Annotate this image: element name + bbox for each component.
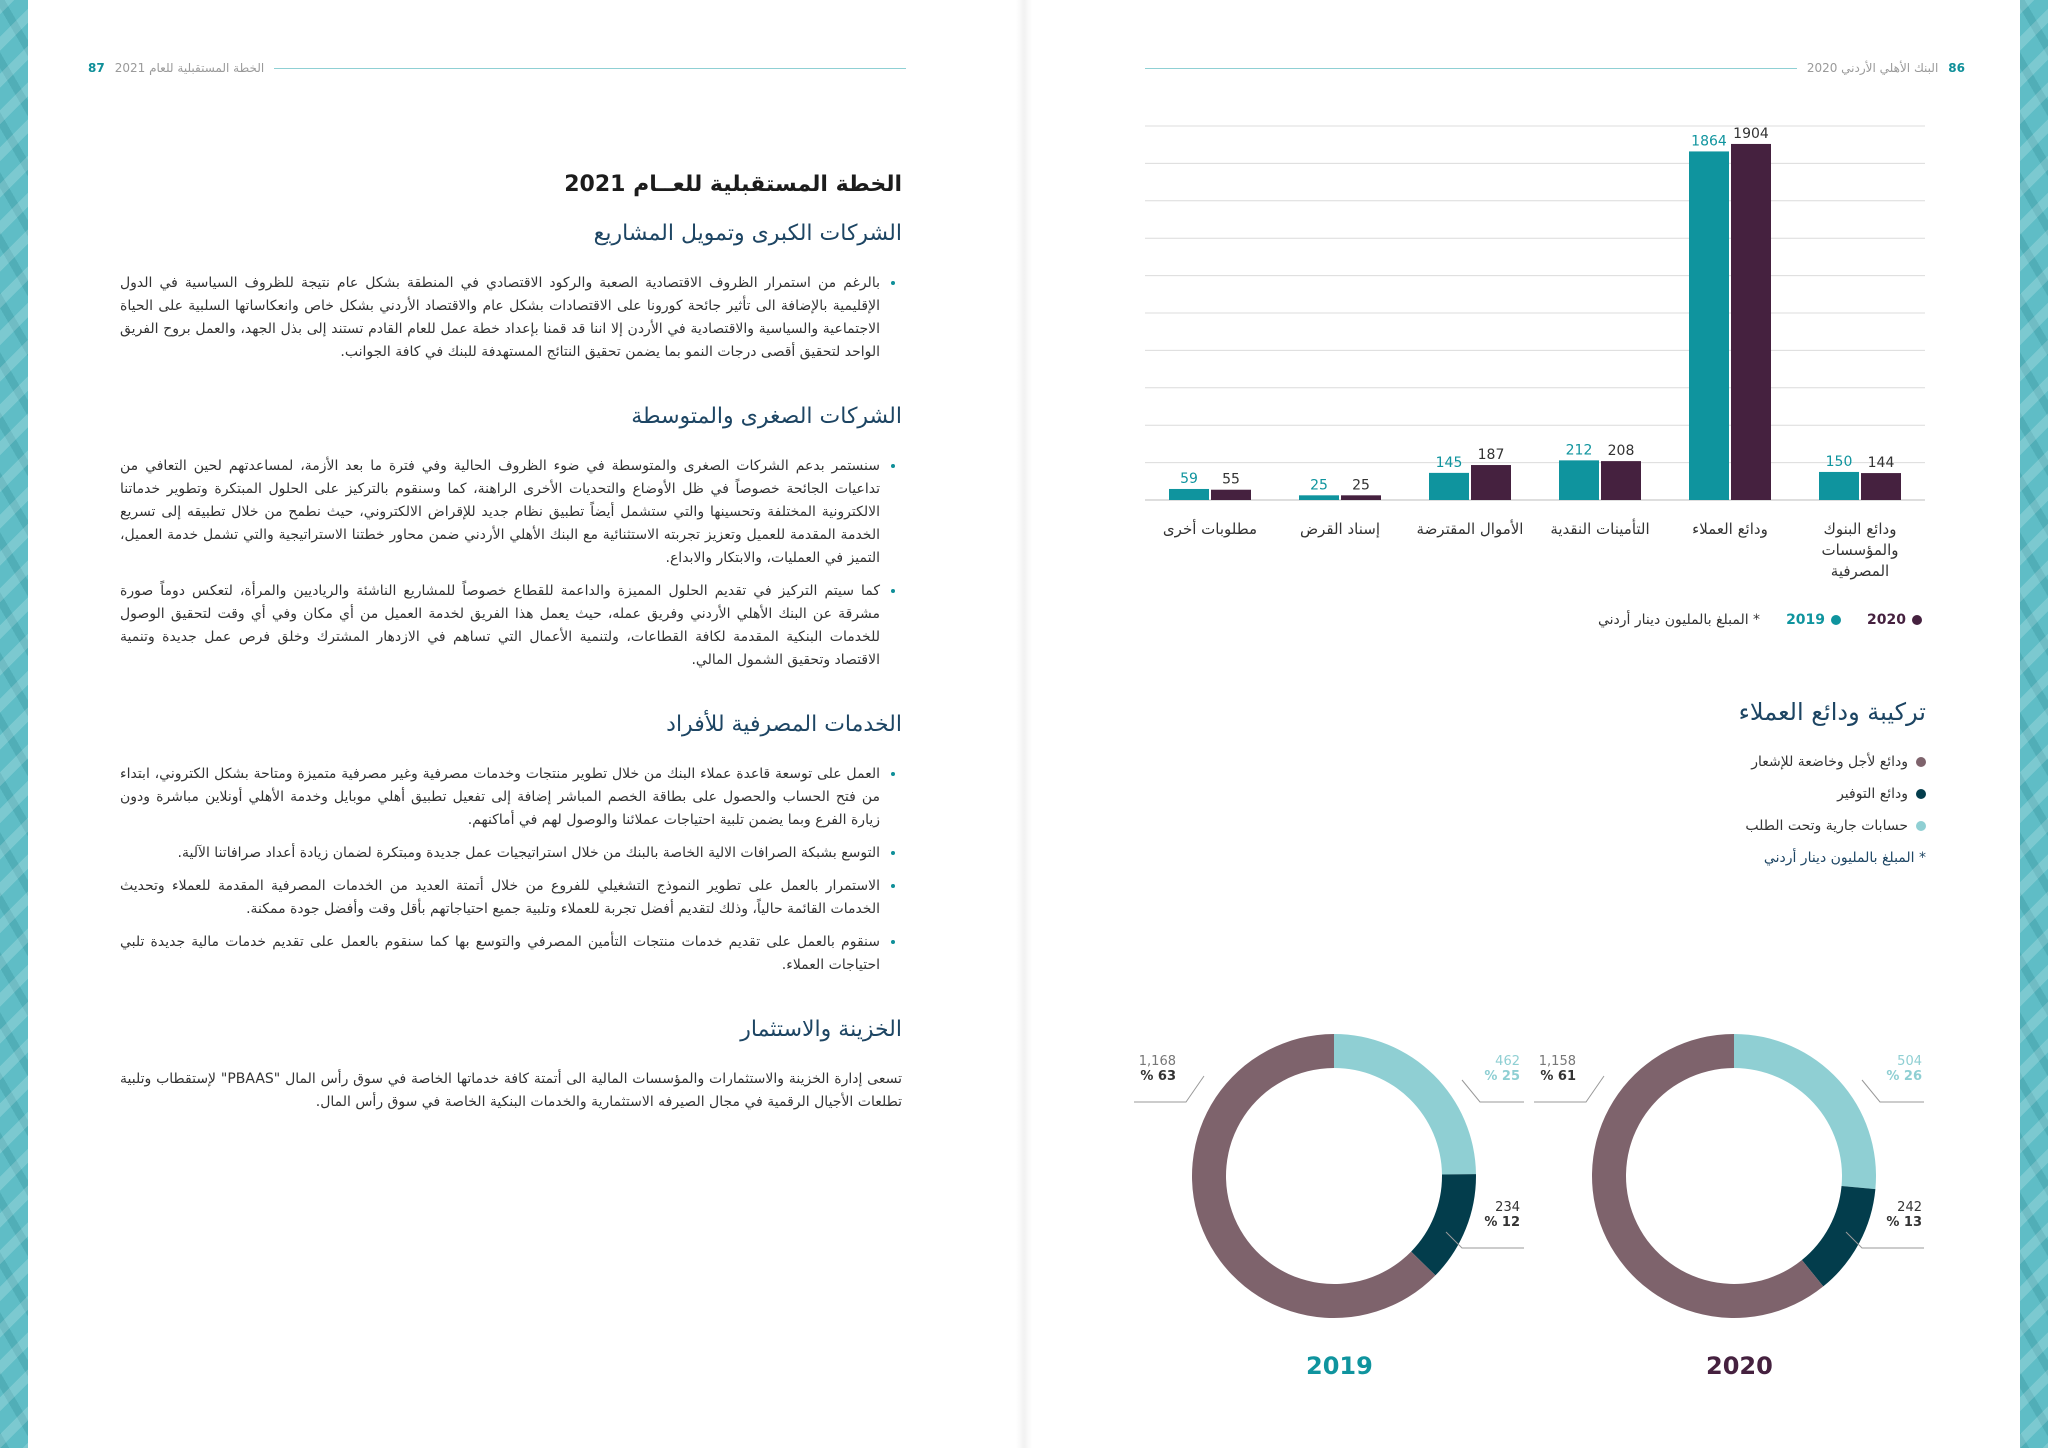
composition-label-time-deposits: ودائع لأجل وخاضعة للإشعار <box>1751 754 1908 770</box>
category-label: الأموال المقترضة <box>1416 520 1524 538</box>
composition-label-current: حسابات جارية وتحت الطلب <box>1745 818 1908 834</box>
section-list-retail <box>120 763 902 977</box>
leader-line <box>1446 1232 1524 1248</box>
category-label: ودائع البنوك <box>1823 520 1897 538</box>
bar-2019 <box>1169 489 1209 500</box>
paragraph-bullet: • بالرغم من استمرار الظروف الاقتصادية الصعبة والركود الاقتصادي في المنطقة بشكل عام نتيجة للظروف السياسية في الدول الإقليمية بالإضافة الى تأثير جائحة كورونا على الاقتصادات بشكل عام والاقتصاد الأردني بشكل خاص وانعكاساتها السلبية على الحياة الاجتماعية والسياسية والاقتصادية في الأردن إلا اننا قد قمنا بإعداد خطة عمل للعام القادم تستند إلى بذل الجهد، والعمل بروح الفريق الواحد لتحقيق أقصى درجات النمو بما يضمن تحقيق النتائج المستهدفة للبنك في كافة الجوانب. <box>120 272 880 364</box>
bar-2020 <box>1601 461 1641 500</box>
donut-2019-label-savings <box>1474 1200 1520 1230</box>
donut-segment <box>1734 1034 1876 1189</box>
data-label-2020: 55 <box>1222 471 1240 488</box>
composition-heading: تركيبة ودائع العملاء <box>1738 698 1926 726</box>
bar-chart-legend <box>1560 612 1922 628</box>
donut-segment <box>1192 1034 1435 1318</box>
legend-dot-dark-teal <box>1916 789 1926 799</box>
right-running-header <box>1145 58 1965 78</box>
bar-2020 <box>1861 473 1901 500</box>
section-heading-retail: الخدمات المصرفية للأفراد <box>666 712 902 737</box>
legend-dot-2019 <box>1831 615 1841 625</box>
legend-item-2020 <box>1867 612 1922 628</box>
data-label-2019: 1864 <box>1691 133 1727 150</box>
paragraph-bullet: • الاستمرار بالعمل على تطوير النموذج التشغيلي للفروع من خلال أتمتة العديد من الخدمات المصرفية المقدمة للعملاء وتحديث الخدمات القائمة حالياً، وذلك لتقديم أفضل تجربة للعملاء وتلبية جميع احتياجاتهم بأقل وقت وأفضل جودة ممكنة. <box>120 875 880 921</box>
left-page-number: 87 <box>88 61 105 75</box>
data-label-2020: 144 <box>1867 455 1895 472</box>
paragraph-bullet: • سنقوم بالعمل على تقديم خدمات منتجات التأمين المصرفي والتوسع بها كما سنقوم بالعمل على تقديم خدمات مالية جديدة تلبي احتياجات العملاء. <box>120 931 880 977</box>
legend-dot-light-teal <box>1916 821 1926 831</box>
composition-label-savings: ودائع التوفير <box>1837 786 1908 802</box>
paragraph-bullet: • التوسع بشبكة الصرافات الالية الخاصة بالبنك من خلال استراتيجيات عمل جديدة ومبتكرة لضمان زيادة أعداد صرافاتنا الآلية. <box>120 842 880 865</box>
donut-segment <box>1802 1186 1876 1286</box>
donut-year-2019: 2019 <box>1306 1352 1373 1380</box>
paragraph-bullet: • سنستمر بدعم الشركات الصغرى والمتوسطة في ضوء الظروف الحالية وفي فترة ما بعد الأزمة، لمساعدتهم لحين التعافي من تداعيات الجائحة خصوصاً في ظل الأوضاع والتحديات الأخرى الراهنة، كما وسنقوم بالتركيز على الحلول المبتكرة وتطوير خدماتنا الالكترونية المختلفة وتحسينها والتي ستشمل أيضاً تطبيق نظام جديد للإقراض الالكتروني، حيث نطمح من خلال تطبيقه إلى تسريع الخدمة المقدمة للعميل وتعزيز تجربته الاستثنائية مع البنك الأهلي الأردني ضمن محاور خطتنا الاستراتيجية والتي تشمل خدمة العميل، التميز في العمليات، والابتكار والابداع. <box>120 455 880 570</box>
percent-label: % 63 <box>1140 1069 1176 1084</box>
section-list-corporate <box>120 272 902 364</box>
bar-2020 <box>1341 495 1381 500</box>
section-list-sme <box>120 455 902 672</box>
section-heading-sme: الشركات الصغرى والمتوسطة <box>631 404 902 429</box>
left-running-header <box>88 58 906 78</box>
paragraph-bullet: • العمل على توسعة قاعدة عملاء البنك من خلال تطوير منتجات وخدمات مصرفية وغير مصرفية متميزة ومتاحة بشكل الكتروني، ابتداء من فتح الحساب والحصول على بطاقة الخصم المباشر إضافة إلى تفعيل تطبيق أهلي موبايل وخدمة الأهلي أونلاين مباشرة ودون زيارة الفرع وبما يضمن تلبية احتياجات عملائنا والوصول لهم في أماكنهم. <box>120 763 880 832</box>
percent-label: % 13 <box>1886 1215 1922 1230</box>
donut-segment <box>1334 1034 1476 1175</box>
left-header-title: الخطة المستقبلية للعام 2021 <box>114 61 265 75</box>
percent-label: % 12 <box>1484 1215 1520 1230</box>
data-label-2020: 1904 <box>1733 125 1769 142</box>
bar-2019 <box>1429 473 1469 500</box>
legend-item-2019 <box>1786 612 1841 628</box>
bar-2019 <box>1689 151 1729 500</box>
left-page-content <box>120 160 902 1114</box>
category-label: التأمينات النقدية <box>1550 520 1650 538</box>
bar-2019 <box>1299 495 1339 500</box>
bar-2020 <box>1211 490 1251 500</box>
donut-2019-label-current <box>1474 1054 1520 1084</box>
bar-2020 <box>1731 144 1771 500</box>
right-header-title: البنك الأهلي الأردني 2020 <box>1806 61 1939 75</box>
section-heading-treasury: الخزينة والاستثمار <box>740 1017 902 1042</box>
legend-dot-mauve <box>1916 757 1926 767</box>
donut-2020-label-savings <box>1876 1200 1922 1230</box>
page-spine <box>1016 0 1032 1448</box>
legend-label-2019: 2019 <box>1786 612 1826 628</box>
leader-line <box>1846 1232 1924 1248</box>
percent-label: % 26 <box>1886 1069 1922 1084</box>
left-header-rule <box>274 68 906 69</box>
donut-2020-label-time <box>1530 1054 1576 1084</box>
category-label: المصرفية <box>1830 562 1890 580</box>
percent-label: % 25 <box>1484 1069 1520 1084</box>
data-label-2019: 150 <box>1825 453 1853 470</box>
percent-label: % 61 <box>1540 1069 1576 1084</box>
legend-label-2020: 2020 <box>1867 612 1906 628</box>
page-title: الخطة المستقبلية للعــام 2021 <box>564 172 902 197</box>
category-label: إسناد القرض <box>1299 520 1381 538</box>
data-label-2020: 187 <box>1477 447 1505 464</box>
value-label: 1,158 <box>1538 1054 1576 1069</box>
composition-legend-item <box>1560 818 1926 834</box>
bar-2020 <box>1471 465 1511 500</box>
bar-2019 <box>1819 472 1859 500</box>
donut-segment <box>1411 1174 1476 1275</box>
data-label-2019: 59 <box>1180 470 1198 487</box>
value-label: 242 <box>1897 1200 1922 1215</box>
section-heading-corporate: الشركات الكبرى وتمويل المشاريع <box>593 221 902 246</box>
category-label: مطلوبات أخرى <box>1162 520 1258 538</box>
donut-2020-label-current <box>1876 1054 1922 1084</box>
donut-year-2020: 2020 <box>1706 1352 1773 1380</box>
value-label: 462 <box>1495 1054 1520 1069</box>
category-label: والمؤسسات <box>1821 541 1899 559</box>
data-label-2019: 25 <box>1310 477 1328 494</box>
composition-legend-item <box>1560 754 1926 770</box>
data-label-2020: 25 <box>1352 477 1370 494</box>
right-page-number: 86 <box>1948 61 1965 75</box>
legend-unit-note: * المبلغ بالمليون دينار أردني <box>1597 612 1761 628</box>
data-label-2019: 145 <box>1435 454 1463 471</box>
right-edge-pattern <box>2020 0 2048 1448</box>
bar-2019 <box>1559 460 1599 500</box>
deposit-composition-section <box>1560 698 1926 866</box>
treasury-paragraph: تسعى إدارة الخزينة والاستثمارات والمؤسسات المالية الى أتمتة كافة خدماتها الخاصة في سوق رأس المال "PBAAS" لإستقطاب وتلبية تطلعات الأجيال الرقمية في مجال الصيرفه الاستثمارية والخدمات البنكية الخاصة في سوق رأس المال. <box>120 1071 902 1110</box>
legend-dot-2020 <box>1912 615 1922 625</box>
donut-segment <box>1592 1034 1823 1318</box>
value-label: 1,168 <box>1138 1054 1176 1069</box>
composition-legend-item <box>1560 786 1926 802</box>
right-header-rule <box>1145 68 1797 69</box>
donut-2019-label-time <box>1130 1054 1176 1084</box>
data-label-2019: 212 <box>1565 442 1593 459</box>
composition-unit-note: * المبلغ بالمليون دينار أردني <box>1763 850 1926 866</box>
value-label: 234 <box>1495 1200 1520 1215</box>
paragraph-bullet: • كما سيتم التركيز في تقديم الحلول المميزة والداعمة للقطاع خصوصاً للمشاريع الناشئة والرياديين والمرأة، لتعكس دوماً صورة مشرقة عن البنك الأهلي الأردني وفريق عمله، حيث يعمل هذا الفريق لخدمة العميل من أي مكان وفي أي وقت لتحقيق الوصول للخدمات البنكية المقدمة لكافة القطاعات، ولتنمية الأعمال التي تساهم في الازدهار المشترك وخلق فرص عمل جديدة وتنمية الاقتصاد وتحقيق الشمول المالي. <box>120 580 880 672</box>
data-label-2020: 208 <box>1607 443 1635 460</box>
category-label: ودائع العملاء <box>1692 520 1768 538</box>
left-edge-pattern <box>0 0 28 1448</box>
value-label: 504 <box>1897 1054 1922 1069</box>
